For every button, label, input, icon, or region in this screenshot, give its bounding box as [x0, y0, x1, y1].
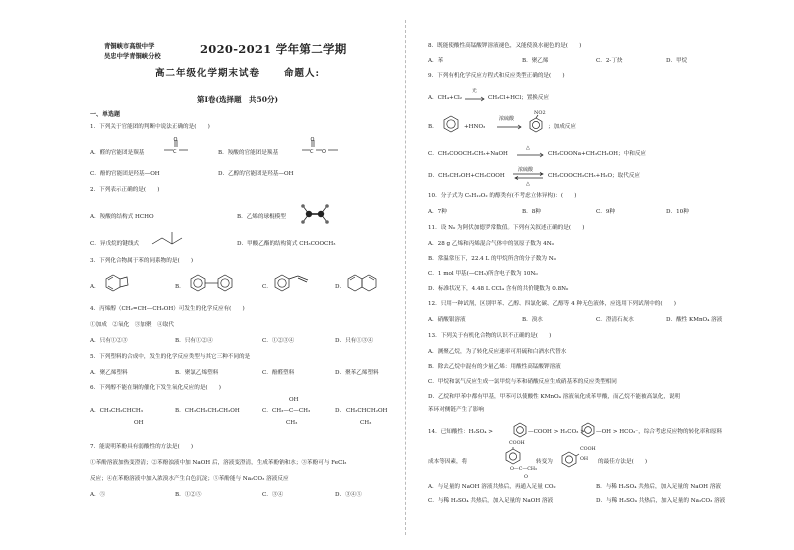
q14-product-cooh: COOH: [580, 447, 596, 452]
q1-stem: 1．下列关于官能团的判断中说法正确的是( ): [90, 124, 210, 130]
q10-option-c: C．9种: [596, 209, 616, 215]
q14-option-c: C．与稀 H₂SO₄ 共热后，加入足量的 NaOH 溶液: [428, 498, 554, 504]
author-label: 命题人:: [284, 68, 321, 79]
q6-option-c-label: C．: [262, 408, 272, 414]
q6-option-c-bot: CH₃: [286, 420, 298, 426]
q7-option-c: C．③④: [262, 492, 284, 498]
right-column: [412, 0, 794, 550]
q2-option-a: A．羧酸的结构式 HCHO: [90, 214, 154, 220]
q6-stem: 6．下列醇不能在铜的催化下发生氧化反应的是( ): [90, 385, 221, 391]
q4-option-c: C．①②③④: [262, 338, 295, 344]
svg-text:O: O: [173, 137, 178, 143]
q9-option-c-arrow: [516, 148, 546, 158]
q2-ethylene-ball-stick-model: [300, 201, 330, 227]
q14-stem-pre: 14．已知酸性：H₂SO₄ >: [428, 429, 493, 435]
q14-reactant-ester-o: O: [524, 475, 528, 480]
q3-styrene-structure: [272, 273, 312, 295]
school-name-line1: 青铜峡市高级中学: [104, 43, 155, 50]
q4-stem: 4．丙烯醇（CH₂=CH—CH₂OH）可发生的化学反应有( ): [90, 306, 245, 312]
q10-option-d: D．10种: [666, 209, 689, 215]
q14-benzoic-ring: [512, 422, 528, 438]
q9-option-b-post: ；加成反应: [548, 124, 576, 130]
q12-option-d: D．酸性 KMnO₄ 溶液: [666, 317, 723, 323]
q2-option-c: C．异戊烷的键线式: [90, 241, 140, 247]
svg-text:C: C: [310, 149, 314, 155]
q9-option-a-pre: A．CH₄+Cl₂: [428, 95, 463, 101]
term-title: 2020-2021 学年第二学期: [200, 42, 347, 56]
q9-option-d-pre: D．CH₃CH₂OH+CH₃COOH: [428, 173, 505, 179]
q1-ester-structure: [300, 137, 342, 157]
q9-nitrobenzene-structure: [526, 114, 546, 134]
q11-stem: 11．设 N₀ 为阿伏加德罗常数值。下列有关叙述正确的是( ): [428, 225, 585, 231]
q14-phenol-ring: [580, 422, 596, 438]
q6-option-c-top: OH: [289, 397, 299, 403]
q1-option-d: D．乙醇的官能团是羟基—OH: [218, 171, 294, 177]
q10-option-b: B．8种: [522, 209, 541, 215]
q1-option-b: B．羧酸的官能团是羰基: [218, 150, 279, 156]
q14-option-a: A．与足量的 NaOH 溶液共热后，再通入足量 CO₂: [428, 484, 556, 490]
q9-option-d-arrow: [512, 172, 546, 180]
q14-line2-pre: 成本等因素，将: [428, 459, 468, 465]
q9-option-d-condition-bot: △: [526, 181, 530, 187]
q3-stem: 3．下列化合物属于苯的同系物的是( ): [90, 258, 194, 264]
q3-option-d: D．: [335, 284, 346, 290]
q9-option-d-condition-top: 浓硫酸: [518, 167, 534, 173]
q14-product-ring: [560, 450, 580, 468]
q4-items: ①加成 ②氧化 ③加聚 ④取代: [90, 322, 174, 328]
q14-line2-mid: 转变为: [536, 459, 553, 465]
q14-option-d: D．与稀 H₂SO₄ 共热后，加入足量的 Na₂CO₃ 溶液: [596, 498, 726, 504]
q9-option-b-pre: B．: [428, 124, 438, 130]
q11-option-a: A．28 g 乙烯和丙烯混合气体中的氢原子数为 4N₀: [428, 241, 554, 247]
q12-option-c: C．澄清石灰水: [596, 317, 634, 323]
q9-option-b-condition: 浓硫酸: [499, 116, 515, 122]
q1-option-c: C．酚的官能团是羟基—OH: [90, 171, 160, 177]
q14-stem-mid2: —OH > HCO₃⁻，综合考虑反应物的转化率和原料: [596, 429, 723, 435]
q7-option-d: D．③④⑤: [335, 492, 362, 498]
q8-option-c: C．2-丁炔: [596, 58, 623, 64]
q9-option-b-arrow: [496, 124, 524, 130]
q9-option-c-pre: C．CH₃COOCH₂CH₃+NaOH: [428, 151, 508, 157]
svg-text:O: O: [310, 137, 315, 143]
q11-option-d: D．标准状况下，4.48 L CCl₄ 含有的共价键数为 0.8N₀: [428, 286, 569, 292]
q12-option-a: A．硝酸银溶液: [428, 317, 466, 323]
exam-title: 高二年级化学期末试卷: [155, 68, 261, 79]
q5-option-d: D．聚苯乙烯塑料: [335, 370, 379, 376]
q2-isopentane-skeletal: [150, 230, 190, 250]
q3-biphenylmethane-structure: [188, 273, 238, 295]
q8-option-a: A．苯: [428, 58, 444, 64]
q7-option-a: A．⑤: [90, 492, 106, 498]
q14-stem-mid1: —COOH > H₂CO₃ >: [528, 429, 585, 435]
q13-option-a: A．测聚乙烷，为了转化反应速率可用硫和白酒水代替水: [428, 349, 567, 355]
q8-stem: 8．既能使酸性高锰酸钾溶液褪色，又能使溴水褪色的是( ): [428, 43, 582, 49]
q7-option-b: B．①②⑤: [175, 492, 202, 498]
q8-option-b: B．聚乙烯: [522, 58, 549, 64]
svg-text:O: O: [322, 149, 326, 155]
q7-line1: ①苯酚溶液加热变澄清；②苯酚浊液中加 NaOH 后，溶液变澄清，生成苯酚钠和水；③苯酚可与 FeCl₃: [90, 460, 347, 466]
q9-stem: 9．下列有机化学反应方程式和反应类型正确的是( ): [428, 73, 565, 79]
q4-option-b: B．只有①②④: [175, 338, 213, 344]
school-name-line2: 吴忠中学青铜峡分校: [104, 53, 161, 60]
q3-naphthalene-structure: [346, 273, 378, 295]
q3-option-a: A．: [90, 284, 100, 290]
q6-option-d-label: D．: [335, 408, 346, 414]
q5-option-b: B．聚氯乙烯塑料: [175, 370, 219, 376]
q13-option-d-line2: 苯环对侧链产生了影响: [428, 407, 484, 413]
q10-option-a: A．7种: [428, 209, 447, 215]
q14-product-oh: OH: [580, 457, 589, 462]
q6-option-a-oh: OH: [134, 420, 144, 426]
q11-option-c: C．1 mol 甲基(—CH₃)所含电子数为 10N₀: [428, 271, 538, 277]
q12-stem: 12．只用一种试剂，区别甲苯、乙醇、四氯化碳、乙醇等 4 种无色液体，应选用下列试剂中的( ): [428, 301, 676, 307]
svg-text:C: C: [173, 149, 177, 155]
q13-stem: 13．下列关于有机化合物的认识不正确的是( ): [428, 333, 552, 339]
q11-option-b: B．常温常压下，22.4 L 的甲烷所含的分子数为 N₀: [428, 256, 556, 262]
q12-option-b: B．溴水: [522, 317, 543, 323]
q13-option-c: C．甲烷和氯气反应生成一氯甲烷与苯和硝酸反应生成硝基苯的反应类型相同: [428, 379, 617, 385]
q10-stem: 10．分子式为 C₅H₁₂O₂ 的醇类有(不考虑立体异构)：( ): [428, 193, 577, 199]
q9-option-c-post: CH₃COONa+CH₃CH₂OH；中和反应: [548, 151, 647, 157]
q5-stem: 5．下列塑料的合成中，发生的化学反应类型与其它三种不同的是: [90, 354, 251, 360]
q14-option-b: B．与稀 H₂SO₄ 共热后，加入足量的 NaOH 溶液: [596, 484, 722, 490]
q9-option-a-post: CH₃Cl+HCl；置换反应: [488, 95, 550, 101]
q2-option-b: B．乙烯的球棍模型: [237, 214, 286, 220]
q9-benzene-structure: [441, 114, 461, 134]
q4-option-a: A．只有①②③: [90, 338, 128, 344]
q4-option-d: D．只有①③④: [335, 338, 374, 344]
q7-line2: 反应；④在苯酚溶液中加入浓溴水产生白色沉淀；⑤苯酚能与 Na₂CO₃ 溶液反应: [90, 476, 289, 482]
volume-title: 第Ⅰ卷(选择题 共50分): [197, 95, 279, 104]
q5-option-a: A．聚乙烯塑料: [90, 370, 128, 376]
q9-option-b-hno3: +HNO₃: [464, 124, 486, 130]
q9-option-d-post: CH₃COOCH₂CH₃+H₂O；取代反应: [548, 173, 641, 179]
q14-reactant-cooh: COOH: [509, 441, 525, 446]
q7-stem: 7．能说明苯酚具有弱酸性的方法是( ): [90, 444, 194, 450]
q14-line2-post: 的最佳方法是( ): [598, 459, 648, 465]
q3-indane-structure: [104, 273, 130, 297]
q9-nitro-group: NO2: [534, 110, 546, 116]
q6-option-b: B．CH₃CH₂CH₂CH₂OH: [175, 408, 240, 414]
q9-option-c-condition: △: [526, 145, 530, 151]
q8-option-d: D．甲烷: [666, 58, 688, 64]
column-divider: [405, 20, 406, 535]
q3-option-b: B．: [175, 284, 185, 290]
q2-stem: 2．下列表示正确的是( ): [90, 187, 160, 193]
q6-option-c-mid: CH₃—C—CH₃: [272, 408, 311, 414]
q14-reactant-ring: [504, 447, 524, 465]
q3-option-c: C．: [262, 284, 272, 290]
q13-option-b: B．除去乙烷中混有的少量乙烯：用酸性高锰酸钾溶液: [428, 364, 561, 370]
q6-option-a: A．CH₃CH₂CHCH₃: [90, 408, 143, 414]
q1-carbonyl-structure: [162, 137, 192, 157]
q9-option-a-arrow: [464, 96, 488, 102]
q9-option-a-condition: 光: [472, 89, 477, 94]
section-title: 一、单选题: [90, 111, 121, 118]
q1-option-a: A．醛的官能团是羰基: [90, 150, 145, 156]
q14-reactant-ester: O—C—CH₃: [510, 467, 537, 472]
q13-option-d-line1: D．乙烷和甲苯中都有甲基，甲苯可以使酸性 KMnO₄ 溶液氧化成苯甲酸，而乙烷不能被高氯化，说明: [428, 394, 681, 400]
q6-option-d-ch3: CH₃: [360, 420, 372, 426]
q5-option-c: C．酚醛塑料: [262, 370, 295, 376]
q6-option-d-main: CH₃CHCH₂OH: [346, 408, 388, 414]
q2-option-d: D．甲酸乙酯的结构简式 CH₃COOCH₃: [237, 241, 336, 247]
